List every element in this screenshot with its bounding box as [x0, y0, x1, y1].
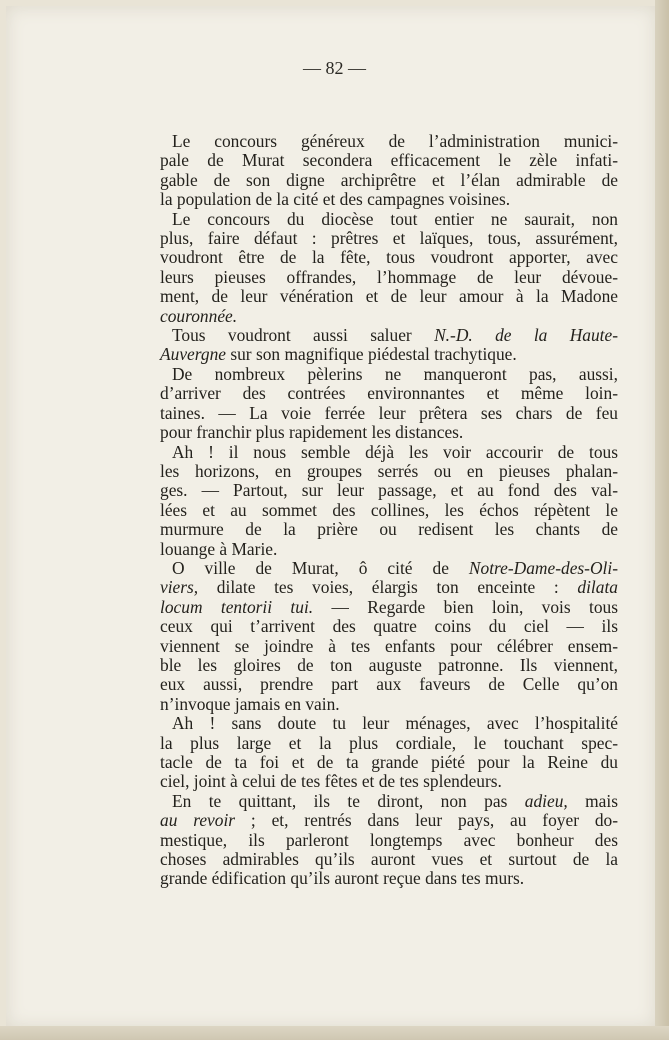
text-line: Le concours généreux de l’administration munici-: [172, 131, 618, 151]
italic-text: N.-D. de la Haute-: [434, 325, 619, 346]
text-line: gable de son digne archiprêtre et l’élan admirable de: [160, 169, 618, 190]
text-line: louange à Marie.: [160, 538, 278, 559]
text-line: voudront être de la fête, tous voudront apporter, avec: [160, 247, 618, 268]
paragraph: [160, 714, 618, 792]
text-line: Ah ! il nous semble déjà les voir accourir de tous: [172, 441, 618, 462]
italic-text: Notre-Dame-des-Oli-: [468, 557, 618, 578]
text-line: la plus large et la plus cordiale, le touchant spec-: [160, 732, 618, 753]
text-line: ble les gloires de ton auguste patronne. Ils viennent,: [160, 654, 618, 675]
text-line: ceux qui t’arrivent des quatre coins du ciel — ils: [160, 616, 618, 637]
text-line: choses admirables qu’ils auront vues et surtout de la: [160, 849, 618, 870]
text-line: ciel, joint à celui de tes fêtes et de tes splendeurs.: [160, 771, 502, 792]
paragraph: [160, 559, 618, 714]
text-line: la population de la cité et des campagnes voisines.: [160, 189, 511, 210]
text-line: leurs pieuses offrandes, l’hommage de leur dévoue-: [160, 266, 618, 287]
paragraph: [160, 132, 618, 210]
text-line: [160, 307, 618, 326]
paragraph: [160, 443, 618, 559]
paragraph: [160, 792, 618, 889]
text-line: mestique, ils parleront longtemps avec bonheur des: [160, 829, 618, 850]
text-line: pale de Murat secondera efficacement le zèle infati-: [160, 150, 618, 171]
text-line: viennent se joindre à tes enfants pour célébrer ensem-: [160, 635, 618, 656]
paragraph: [160, 326, 618, 365]
body-text: [160, 132, 618, 889]
text-line: Auvergne sur son magnifique piédestal trachytique.: [160, 344, 517, 365]
text-line: n’invoque jamais en vain.: [160, 693, 340, 714]
italic-text: adieu,: [524, 790, 568, 811]
italic-text: Auvergne: [160, 344, 226, 365]
text-line: Tous voudront aussi saluer N.-D. de la Haute-: [172, 325, 619, 346]
text-line: pour franchir plus rapidement les distances.: [160, 422, 464, 443]
text-line: Ah ! sans doute tu leur ménages, avec l’hospitalité: [172, 713, 618, 734]
text-line: lées et au sommet des collines, les échos répètent le: [160, 499, 618, 520]
text-line: tacle de ta foi et de ta grande piété pour la Reine du: [160, 752, 618, 772]
text-line: grande édification qu’ils auront reçue dans tes murs.: [160, 868, 525, 889]
italic-text: viers,: [160, 577, 199, 598]
italic-text: locum tentorii tui.: [160, 596, 314, 617]
page-number: — 82 —: [303, 58, 366, 78]
text-line: d’arriver des contrées environnantes et même loin-: [160, 383, 618, 404]
page-edge-bottom: [0, 1026, 669, 1040]
paragraph: [160, 365, 618, 443]
text-line: locum tentorii tui. — Regarde bien loin, vois tous: [160, 596, 618, 617]
text-line: En te quittant, ils te diront, non pas adieu, mais: [172, 790, 618, 811]
text-line: ment, de leur vénération et de leur amour à la Madone: [160, 286, 618, 307]
text-line: Le concours du diocèse tout entier ne saurait, non: [172, 208, 618, 229]
text-line: viers, dilate tes voies, élargis ton enceinte : dilata: [160, 577, 618, 598]
text-line: taines. — La voie ferrée leur prêtera ses chars de feu: [160, 402, 618, 423]
text-line: plus, faire défaut : prêtres et laïques, tous, assurément,: [160, 228, 618, 249]
italic-text: couronnée.: [160, 305, 238, 326]
text-line: De nombreux pèlerins ne manqueront pas, aussi,: [172, 363, 618, 384]
text-line: ges. — Partout, sur leur passage, et au fond des val-: [160, 480, 618, 501]
paragraph: [160, 210, 618, 326]
text-line: O ville de Murat, ô cité de Notre-Dame-des-Oli-: [172, 557, 618, 578]
text-line: murmure de la prière ou redisent les chants de: [160, 519, 618, 540]
page-edge-right: [655, 0, 669, 1040]
text-line: au revoir ; et, rentrés dans leur pays, au foyer do-: [160, 810, 618, 831]
text-line: les horizons, en groupes serrés ou en pieuses phalan-: [160, 460, 618, 481]
italic-text: au revoir: [160, 810, 236, 831]
italic-text: dilata: [577, 577, 618, 598]
text-line: eux aussi, prendre part aux faveurs de Celle qu’on: [160, 674, 618, 695]
